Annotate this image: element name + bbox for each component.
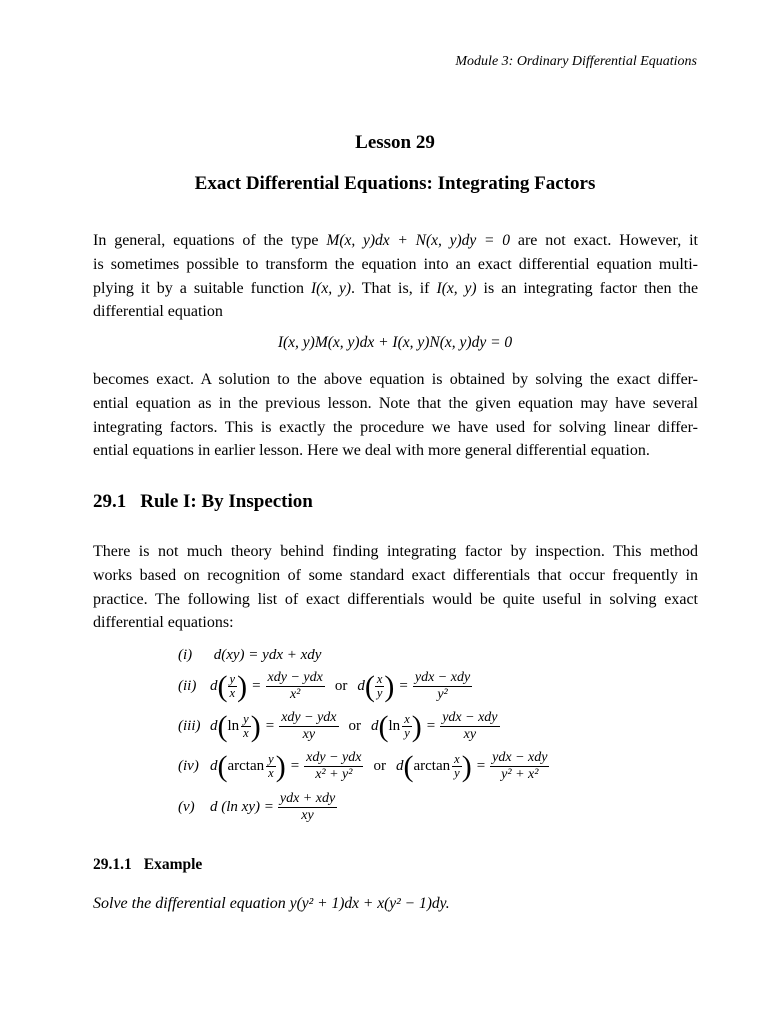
fraction [402, 713, 412, 740]
fraction [375, 673, 385, 700]
example-text: Solve the differential equation [93, 895, 286, 912]
numerator: ydx − xdy [442, 710, 498, 725]
equals: = [252, 678, 261, 694]
formula-label: (v) [178, 799, 195, 815]
numerator: xdy − ydx [281, 710, 337, 725]
or-word: or [373, 758, 386, 774]
differential-d: d [210, 678, 218, 694]
ln-text: ln [388, 718, 401, 734]
intro-line-4: differential equation [93, 303, 223, 321]
fraction [452, 753, 462, 780]
formula-ii [178, 670, 472, 703]
or-word: or [334, 678, 348, 694]
lesson-number: Lesson 29 [355, 132, 435, 153]
intro-line-1 [93, 229, 698, 253]
left-paren: ( [217, 749, 228, 783]
text: are not exact. However, it [517, 232, 698, 249]
numerator: x [376, 672, 383, 686]
denominator: x² + y² [315, 767, 353, 782]
section-title: Rule I: By Inspection [140, 491, 313, 512]
fraction [278, 791, 337, 824]
denominator: x [229, 686, 236, 700]
denominator: xy [463, 727, 477, 742]
math-inline: I(x, y) [436, 279, 477, 297]
fraction [241, 713, 251, 740]
denominator: y [404, 726, 410, 740]
differential-d: d [371, 718, 379, 734]
denominator: xy [302, 727, 316, 742]
formula-label: (iv) [178, 758, 199, 774]
fraction [228, 673, 238, 700]
running-header: Module 3: Ordinary Differential Equations [455, 54, 697, 69]
intro-line-6: ential equation as in the previous lesson. Note that the given equation may have several [93, 394, 698, 412]
left-paren: ( [364, 669, 375, 703]
equals: = [476, 758, 486, 774]
numerator: ydx − xdy [492, 750, 548, 765]
text: plying it by a suitable function [93, 279, 304, 297]
denominator: y [376, 686, 383, 700]
section-paragraph [93, 540, 698, 635]
numerator: y [268, 752, 274, 766]
denominator: x [268, 766, 274, 780]
right-paren: ) [250, 709, 261, 743]
numerator: xdy − ydx [267, 670, 323, 685]
left-paren: ( [378, 709, 389, 743]
formula-iii [178, 710, 500, 743]
section-line-1: There is not much theory behind finding integrating factor by inspection. This method [93, 543, 698, 560]
text: . That is, if [351, 279, 430, 297]
differential-d: d [210, 758, 218, 774]
section-number: 29.1 [93, 491, 127, 512]
numerator: x [404, 712, 410, 726]
denominator: y [454, 766, 460, 780]
math-inline: I(x, y) [311, 279, 352, 297]
display-equation: I(x, y)M(x, y)dx + I(x, y)N(x, y)dy = 0 [277, 334, 513, 351]
arctan-text: arctan [413, 758, 451, 774]
equals: = [265, 718, 275, 734]
intro-line-3 [93, 277, 698, 301]
intro-line-8: ential equations in earlier lesson. Here we deal with more general differential equation. [93, 442, 650, 460]
numerator: x [454, 752, 460, 766]
numerator: ydx − xdy [414, 670, 471, 685]
fraction [266, 753, 276, 780]
numerator: y [229, 672, 236, 686]
left-paren: ( [217, 669, 228, 703]
differential-d: d [357, 678, 365, 694]
denominator: y² [437, 687, 448, 702]
or-word: or [348, 718, 362, 734]
fraction [490, 750, 549, 783]
intro-line-2: is sometimes possible to transform the equation into an exact differential equation multi- [93, 255, 698, 273]
section-heading [93, 491, 313, 513]
section-line-4: differential equations: [93, 614, 234, 632]
example-expression: y(y² + 1)dx + x(y² − 1)dy. [289, 895, 450, 912]
left-paren: ( [217, 709, 228, 743]
formula-label: (ii) [178, 678, 197, 694]
right-paren: ) [461, 749, 472, 783]
fraction [304, 750, 363, 783]
numerator: y [243, 712, 249, 726]
text: In general, equations of the type [93, 232, 319, 249]
denominator: xy [301, 808, 314, 823]
right-paren: ) [384, 669, 395, 703]
differential-d: d [395, 758, 404, 774]
formula-iv [178, 750, 549, 783]
left-paren: ( [403, 749, 414, 783]
subsection-title: Example [143, 856, 203, 873]
differential-d: d [210, 718, 218, 734]
right-paren: ) [411, 709, 422, 743]
denominator: y² + x² [501, 767, 539, 782]
section-line-3: practice. The following list of exact differentials would be quite useful in solving exact [93, 590, 698, 608]
formula-label: (i) [178, 647, 193, 663]
equals: = [290, 758, 300, 774]
formula-lhs: d (ln xy) = [210, 799, 274, 815]
ln-text: ln [227, 718, 240, 734]
right-paren: ) [237, 669, 248, 703]
intro-line-7: integrating factors. This is exactly the procedure we have used for solving linear differ- [93, 418, 698, 436]
subsection-number: 29.1.1 [93, 856, 132, 873]
equals: = [399, 678, 408, 694]
intro-paragraph [93, 229, 698, 324]
example-statement [93, 895, 450, 913]
numerator: ydx + xdy [279, 791, 336, 806]
formula-v [178, 791, 337, 824]
right-paren: ) [275, 749, 286, 783]
denominator: x [243, 726, 249, 740]
denominator: x² [289, 687, 301, 702]
fraction [413, 670, 472, 703]
subsection-heading [93, 856, 202, 874]
intro-paragraph-continued [93, 368, 698, 463]
lesson-title: Exact Differential Equations: Integrating Factors [194, 173, 596, 194]
fraction [279, 710, 338, 743]
fraction [440, 710, 499, 743]
numerator: xdy − ydx [306, 750, 362, 765]
text: is an integrating factor then the [483, 279, 699, 297]
formula-label: (iii) [178, 718, 201, 734]
formula-i [178, 647, 321, 664]
math-inline: M(x, y)dx + N(x, y)dy = 0 [326, 232, 510, 249]
arctan-text: arctan [227, 758, 265, 774]
equals: = [426, 718, 436, 734]
formula-expression: d(xy) = ydx + xdy [213, 647, 322, 663]
intro-line-5: becomes exact. A solution to the above equation is obtained by solving the exact differ- [93, 371, 698, 388]
fraction [266, 670, 325, 703]
section-line-2: works based on recognition of some standard exact differentials that occur frequently in [93, 566, 698, 584]
